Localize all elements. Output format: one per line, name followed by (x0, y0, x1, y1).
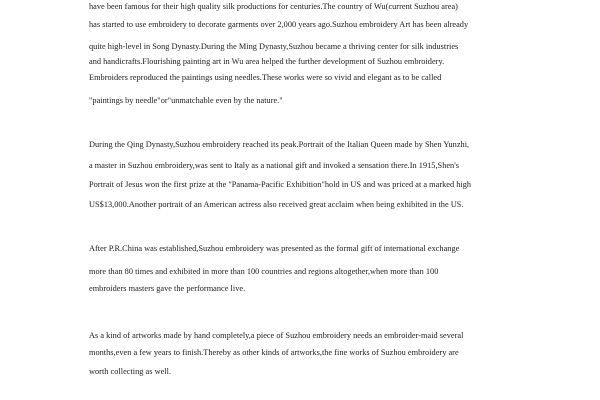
paragraph-line: embroiders masters gave the performance live. (89, 284, 246, 293)
paragraph-line: During the Qing Dynasty,Suzhou embroidery reached its peak.Portrait of the Italian Queen made by Shen Yunzhi, (89, 140, 470, 149)
paragraph-line: worth collecting as well. (89, 367, 172, 376)
paragraph-line: months,even a few years to finish.Thereby as other kinds of artworks,the fine works of Suzhou embroidery are (89, 348, 459, 357)
paragraph-line: "paintings by needle"or"unmatchable even by the nature." (89, 96, 283, 105)
paragraph-line: As a kind of artworks made by hand completely,a piece of Suzhou embroidery needs an embroider-maid several (89, 331, 464, 340)
paragraph-line: a master in Suzhou embroidery,was sent to Italy as a national gift and invoked a sensation there.In 1915,Shen's (89, 161, 459, 170)
paragraph-line: US$13,000.Another portrait of an American actress also received great acclaim when being exhibited in the US. (89, 200, 464, 209)
paragraph-line: more than 80 times and exhibited in more than 100 countries and regions altogether,when more than 100 (89, 267, 439, 276)
paragraph-line: Portrait of Jesus won the first prize at the "Panama-Pacific Exhibition"hold in US and was priced at a marked high (89, 180, 472, 189)
paragraph-line: and handicrafts.Flourishing painting art in Wu area helped the further development of Suzhou embroidery. (89, 57, 445, 66)
paragraph-line: have been famous for their high quality silk productions for centuries.The country of Wu(current Suzhou area) (89, 2, 458, 11)
paragraph-line: After P.R.China was established,Suzhou embroidery was presented as the formal gift of international exchange (89, 244, 460, 253)
paragraph-line: quite high-level in Song Dynasty.During the Ming Dynasty,Suzhou became a thriving center for silk industries (89, 42, 459, 51)
paragraph-line: has started to use embroidery to decorate garments over 2,000 years ago.Suzhou embroidery Art has been already (89, 20, 469, 29)
paragraph-line: Embroiders reproduced the paintings using needles.These works were so vivid and elegant as to be called (89, 73, 442, 82)
